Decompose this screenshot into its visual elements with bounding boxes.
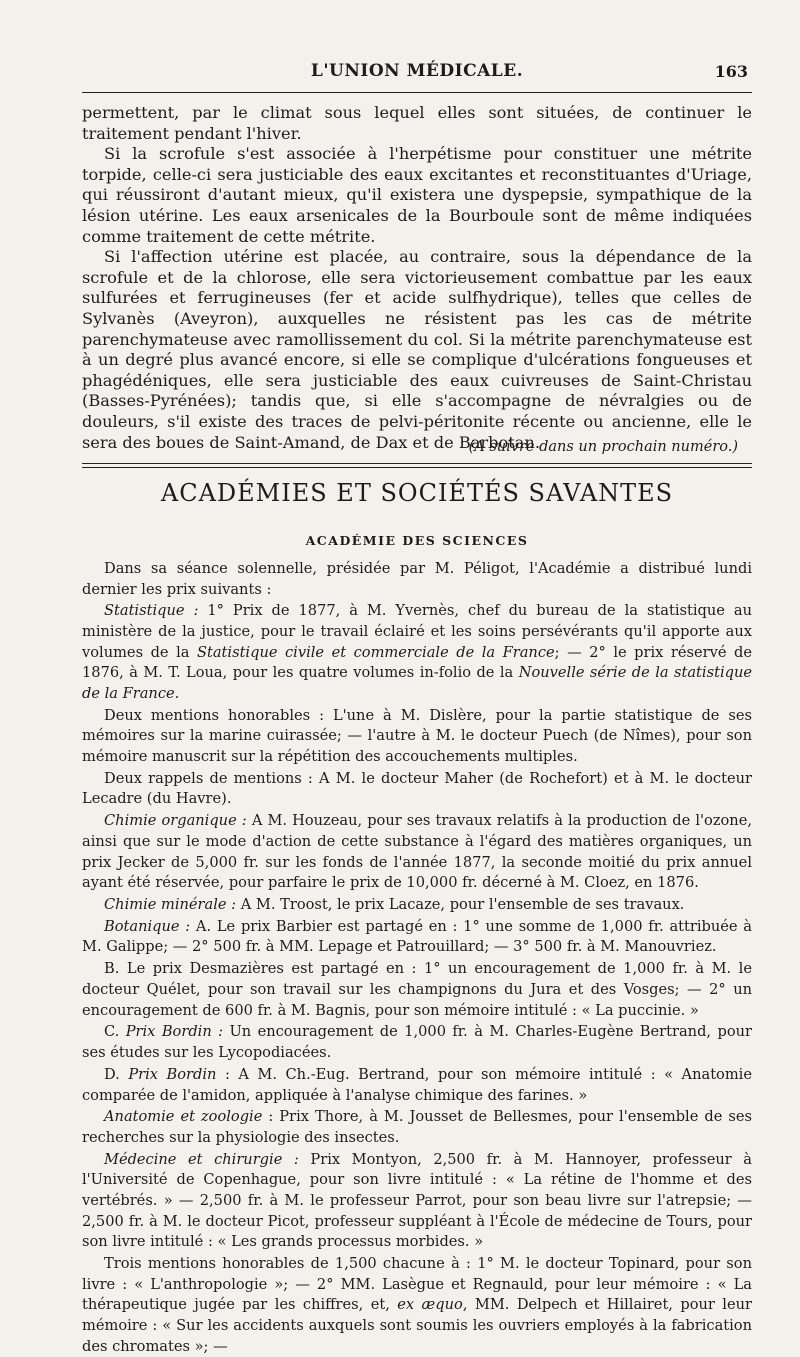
botanique-paragraph: Botanique : A. Le prix Barbier est partagé en : 1° une somme de 1,000 fr. attribuée à M. Galippe; — 2° 500 fr. à MM. Lepage et Patrouillard; — 3° 500 fr. à M. Manouvriez. [82, 917, 752, 956]
continuation-text [82, 103, 752, 453]
statistique-paragraph: Statistique : 1° Prix de 1877, à M. Yvernès, chef du bureau de la statistique au ministère de la justice, pour le travail éclairé et les soins persévérants qu'il apporte aux volumes de la Statistique civile et commerciale de la France; — 2° le prix réservé de 1876, à M. T. Loua, pour les quatre volumes in-folio de la Nouvelle série de la statistique de la France. [82, 602, 752, 702]
category-label: Prix Bordin : [125, 1023, 224, 1041]
anatomie-paragraph: Anatomie et zoologie : Prix Thore, à M. Jousset de Bellesmes, pour l'ensemble de ses recherches sur la physiologie des insectes. [82, 1108, 752, 1146]
bordin-d-paragraph: D. Prix Bordin : A M. Ch.-Eug. Bertrand, pour son mémoire intitulé : « Anatomie comparée de l'amidon, appliquée à l'analyse chimique des farines. » [82, 1065, 752, 1104]
mentions-paragraph: Deux mentions honorables : L'une à M. Dislère, pour la partie statistique de ses mémoires sur la marine cuirassée; — l'autre à M. le docteur Puech (de Nîmes), pour son mémoire manuscrit sur la répétition des accouchements multiples. [82, 706, 752, 765]
category-label: Statistique : [104, 602, 199, 620]
prize-list [82, 559, 752, 1357]
trois-mentions-paragraph: Trois mentions honorables de 1,500 chacune à : 1° M. le docteur Topinard, pour son livre : « L'anthropologie »; — 2° MM. Lasègue et Regnauld, pour leur mémoire : « La thérapeutique jugée par les chiffres, et, ex æquo, MM. Delpech et Hillairet, pour leur mémoire : « Sur les accidents auxquels sont soumis les ouvriers employés à la fabrication des chromates »; — [82, 1255, 752, 1355]
paragraph: permettent, par le climat sous lequel elles sont situées, de continuer le traitement pendant l'hiver. [82, 103, 752, 143]
desmazieres-paragraph: B. Le prix Desmazières est partagé en : 1° un encouragement de 1,000 fr. à M. le docteur Quélet, pour son travail sur les champignons du Jura et des Vosges; — 2° un encouragement de 600 fr. à M. Bagnis, pour son mémoire intitulé : « La puccinie. » [82, 960, 752, 1019]
category-label: Prix Bordin [128, 1065, 217, 1083]
journal-title: L'UNION MÉDICALE. [310, 61, 524, 81]
running-header [82, 56, 752, 86]
category-label: Chimie organique : [104, 812, 247, 830]
medecine-paragraph: Médecine et chirurgie : Prix Montyon, 2,500 fr. à M. Hannoyer, professeur à l'Université de Copenhague, pour son livre intitulé : « La rétine de l'homme et des vertébrés. » — 2,500 fr. à M. le professeur Parrot, pour son beau livre sur l'atrepsie; — 2,500 fr. à M. le docteur Picot, professeur suppléant à l'École de médecine de Tours, pour son livre intitulé : « Les grands processus morbides. » [82, 1150, 752, 1251]
paragraph: Si la scrofule s'est associée à l'herpétisme pour constituer une métrite torpide, celle-ci sera justiciable des eaux excitantes et reconstituantes d'Uriage, qui réussiront d'autant mieux, qu'il existera une dyspepsie, sympathique de la lésion utérine. Les eaux arsenicales de la Bourboule sont de même indiquées comme traitement de cette métrite. [82, 144, 752, 246]
paragraph: Si l'affection utérine est placée, au contraire, sous la dépendance de la scrofule et de la chlorose, elle sera victorieusement combattue par les eaux sulfurées et ferrugineuses (fer et acide sulfhydrique), telles que celles de Sylvanès (Aveyron), auxquelles ne résistent pas les cas de métrite parenchymateuse avec ramollissement du col. Si la métrite parenchymateuse est à un degré plus avancé encore, si elle se complique d'ulcérations fongueuses et phagédéniques, elle sera justiciable des eaux cuivreuses de Saint-Christau (Basses-Pyrénées); tandis que, si elle s'accompagne de névralgies ou de douleurs, s'il existe des traces de pelvi-péritonite récente ou ancienne, elle le sera des boues de Saint-Amand, de Dax et de Barbotan. [82, 247, 752, 452]
category-label: Médecine et chirurgie : [104, 1150, 299, 1168]
to-be-continued-note: (A suivre dans un prochain numéro.) [468, 439, 738, 455]
category-label: Botanique : [104, 917, 191, 935]
page-number: 163 [714, 61, 748, 81]
section-subtitle: ACADÉMIE DES SCIENCES [305, 533, 529, 548]
section-rule-bottom [82, 467, 752, 468]
header-rule [82, 92, 752, 93]
intro-paragraph: Dans sa séance solennelle, présidée par M. Péligot, l'Académie a distribué lundi dernier les prix suivants : [82, 560, 752, 598]
category-label: Anatomie et zoologie [104, 1108, 263, 1126]
section-rule-top [82, 463, 752, 464]
chimie-organique-paragraph: Chimie organique : A M. Houzeau, pour ses travaux relatifs à la production de l'ozone, ainsi que sur le mode d'action de cette substance à l'égard des matières organiques, un prix Jecker de 5,000 fr. sur les fonds de l'année 1877, la seconde moitié du prix annuel ayant été réservée, pour parfaire le prix de 10,000 fr. décerné à M. Cloez, en 1876. [82, 812, 752, 892]
category-label: Chimie minérale : [104, 895, 237, 913]
section-title: ACADÉMIES ET SOCIÉTÉS SAVANTES [160, 479, 674, 507]
bordin-c-paragraph: C. Prix Bordin : Un encouragement de 1,000 fr. à M. Charles-Eugène Bertrand, pour ses études sur les Lycopodiacées. [82, 1023, 752, 1062]
chimie-minerale-paragraph: Chimie minérale : A M. Troost, le prix Lacaze, pour l'ensemble de ses travaux. [104, 895, 685, 913]
rappels-paragraph: Deux rappels de mentions : A M. le docteur Maher (de Rochefort) et à M. le docteur Lecadre (du Havre). [82, 769, 752, 808]
